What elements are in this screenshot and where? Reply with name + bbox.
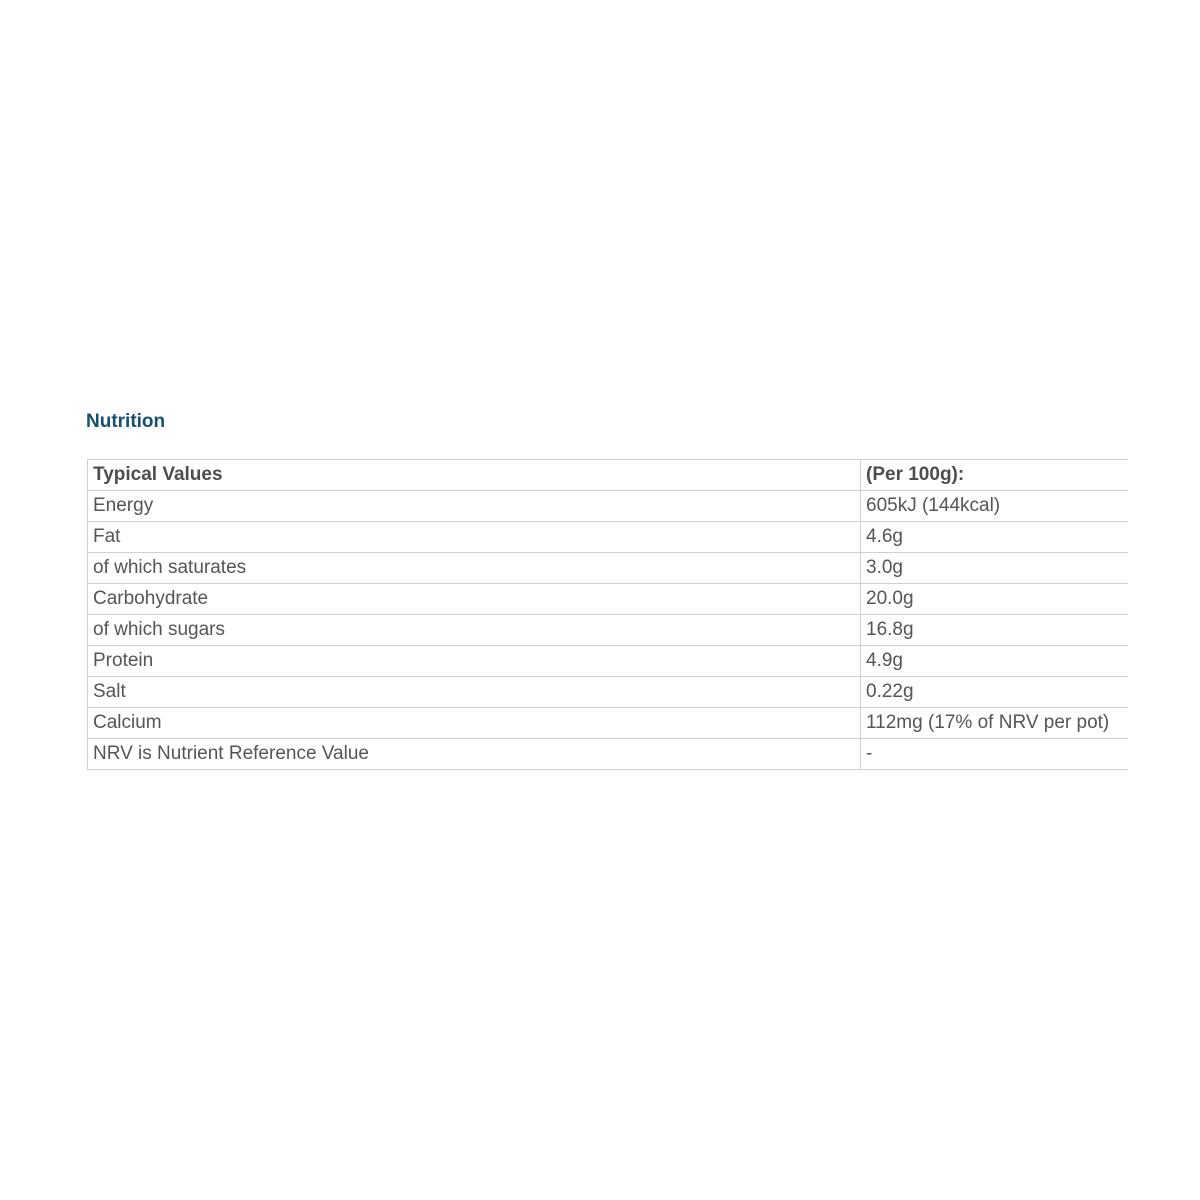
nutrient-name: Fat bbox=[88, 522, 861, 553]
nutrient-name: Calcium bbox=[88, 708, 861, 739]
nutrient-name: of which saturates bbox=[88, 553, 861, 584]
nutrition-table bbox=[87, 459, 1128, 770]
table-row bbox=[88, 677, 1128, 708]
nutrient-value: 605kJ (144kcal) bbox=[861, 491, 1128, 522]
table-row bbox=[88, 522, 1128, 553]
nutrient-value: 3.0g bbox=[861, 553, 1128, 584]
nutrient-value: - bbox=[861, 739, 1128, 770]
nutrient-name: of which sugars bbox=[88, 615, 861, 646]
nutrient-name: Salt bbox=[88, 677, 861, 708]
nutrient-value: 4.6g bbox=[861, 522, 1128, 553]
table-header-row bbox=[88, 460, 1128, 491]
table-row bbox=[88, 739, 1128, 770]
nutrient-name: Protein bbox=[88, 646, 861, 677]
nutrient-value: 20.0g bbox=[861, 584, 1128, 615]
table-row bbox=[88, 646, 1128, 677]
table-row bbox=[88, 491, 1128, 522]
table-row bbox=[88, 615, 1128, 646]
nutrient-name: Energy bbox=[88, 491, 861, 522]
table-row bbox=[88, 584, 1128, 615]
nutrient-name: NRV is Nutrient Reference Value bbox=[88, 739, 861, 770]
nutrient-value: 112mg (17% of NRV per pot) bbox=[861, 708, 1128, 739]
nutrient-value: 4.9g bbox=[861, 646, 1128, 677]
header-typical-values: Typical Values bbox=[88, 460, 861, 491]
table-row bbox=[88, 553, 1128, 584]
header-per-100g: (Per 100g): bbox=[861, 460, 1128, 491]
table-row bbox=[88, 708, 1128, 739]
nutrient-value: 0.22g bbox=[861, 677, 1128, 708]
nutrition-title: Nutrition bbox=[86, 411, 166, 432]
nutrient-value: 16.8g bbox=[861, 615, 1128, 646]
nutrient-name: Carbohydrate bbox=[88, 584, 861, 615]
